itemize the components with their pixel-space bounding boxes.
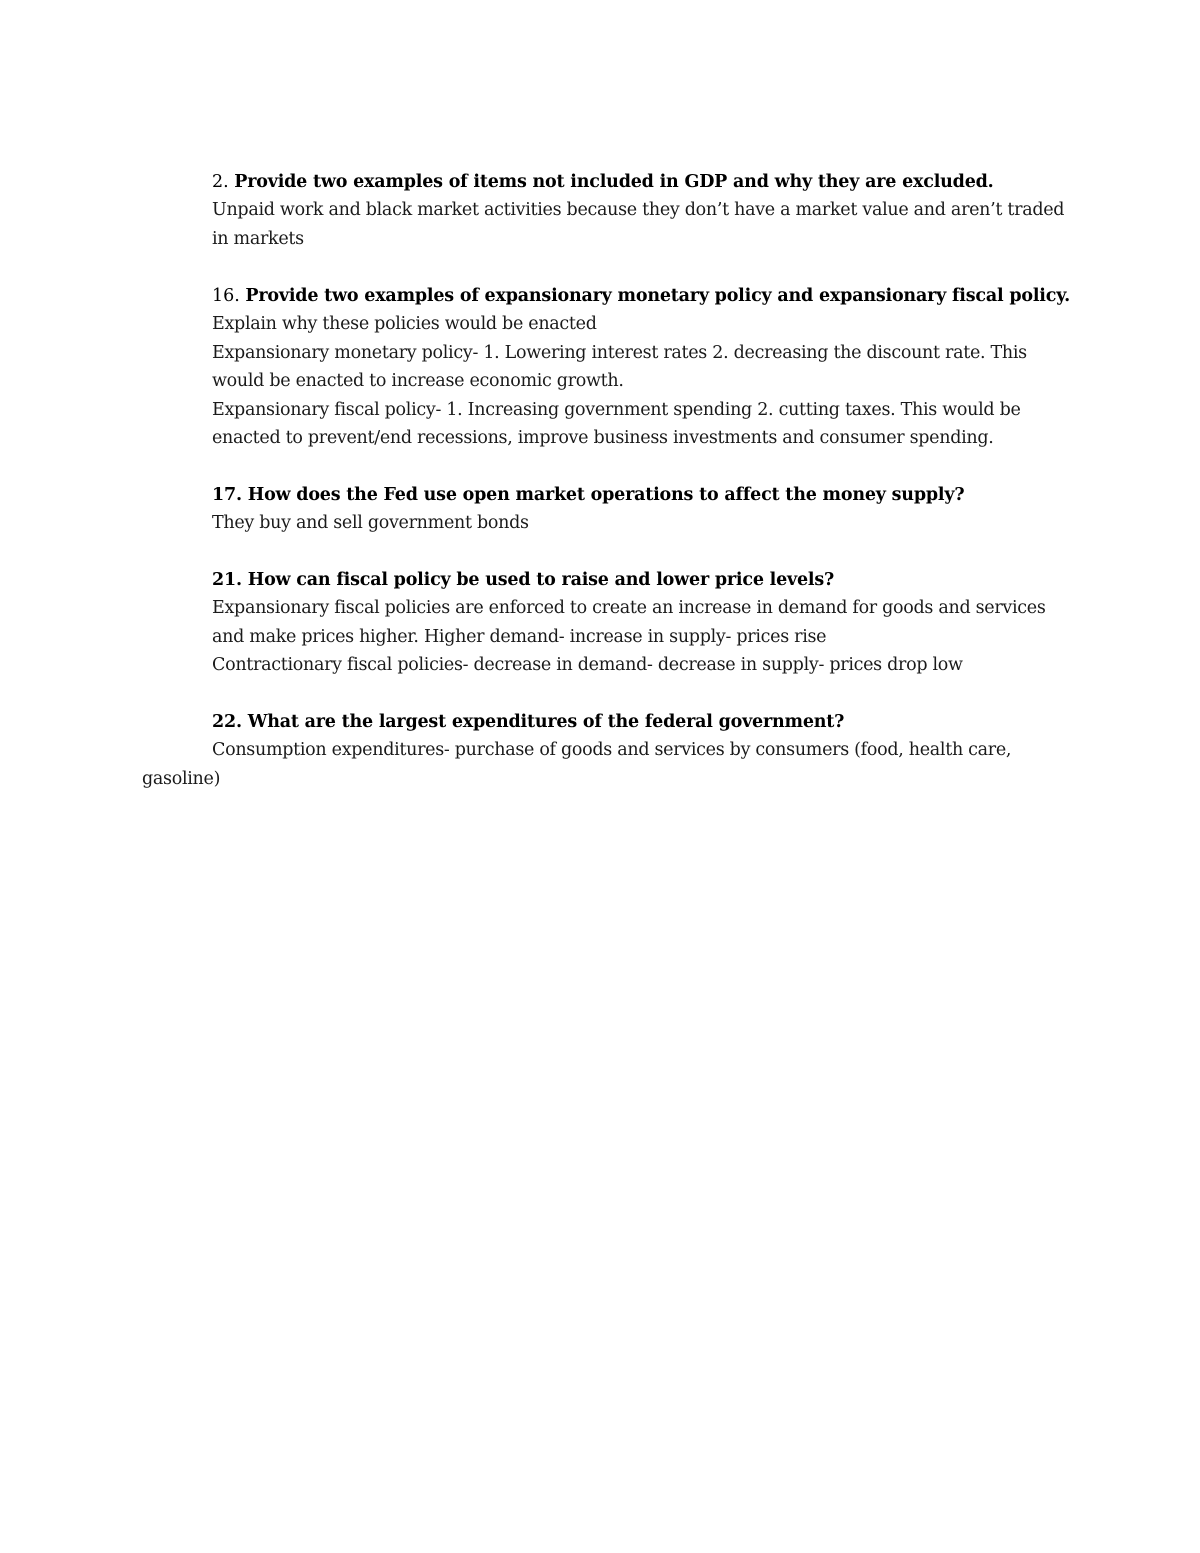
answer-line: would be enacted to increase economic growth. — [212, 371, 624, 392]
question-block-21 — [212, 566, 1072, 680]
question-prompt: 17. How does the Fed use open market operations to affect the money supply? — [212, 485, 965, 505]
answer-line: in markets — [212, 228, 304, 249]
question-block-17 — [212, 481, 1072, 538]
question-prompt: 21. How can fiscal policy be used to raise and lower price levels? — [212, 570, 835, 590]
question-heading — [212, 282, 1072, 310]
question-prompt: Provide two examples of expansionary monetary policy and expansionary fiscal policy. — [245, 286, 1071, 306]
answer-line: Expansionary monetary policy- 1. Lowering interest rates 2. decreasing the discount rate. This — [212, 342, 1027, 363]
question-block-16 — [212, 282, 1072, 452]
answer-line: Unpaid work and black market activities because they don’t have a market value and aren’t traded — [212, 200, 1065, 221]
question-heading — [212, 168, 1072, 196]
answer-line: Contractionary fiscal policies- decrease in demand- decrease in supply- prices drop low — [212, 655, 963, 676]
answer-line: Consumption expenditures- purchase of goods and services by consumers (food, health care, — [212, 740, 1012, 761]
answer-line: Explain why these policies would be enacted — [212, 314, 597, 335]
question-block-22 — [142, 708, 1072, 793]
question-prompt: 22. What are the largest expenditures of the federal government? — [212, 712, 845, 732]
answer-line: gasoline) — [142, 768, 221, 789]
answer-line: enacted to prevent/end recessions, improve business investments and consumer spending. — [212, 428, 994, 449]
answer-line: and make prices higher. Higher demand- increase in supply- prices rise — [212, 626, 827, 647]
answer-line: They buy and sell government bonds — [212, 513, 529, 534]
question-prompt: Provide two examples of items not included in GDP and why they are excluded. — [234, 172, 994, 192]
question-number: 16. — [212, 286, 240, 306]
answer-line: Expansionary fiscal policy- 1. Increasing government spending 2. cutting taxes. This would be — [212, 399, 1021, 420]
question-number: 2. — [212, 172, 229, 192]
question-block-2 — [212, 168, 1072, 253]
answer-line: Expansionary fiscal policies are enforced to create an increase in demand for goods and services — [212, 598, 1046, 619]
